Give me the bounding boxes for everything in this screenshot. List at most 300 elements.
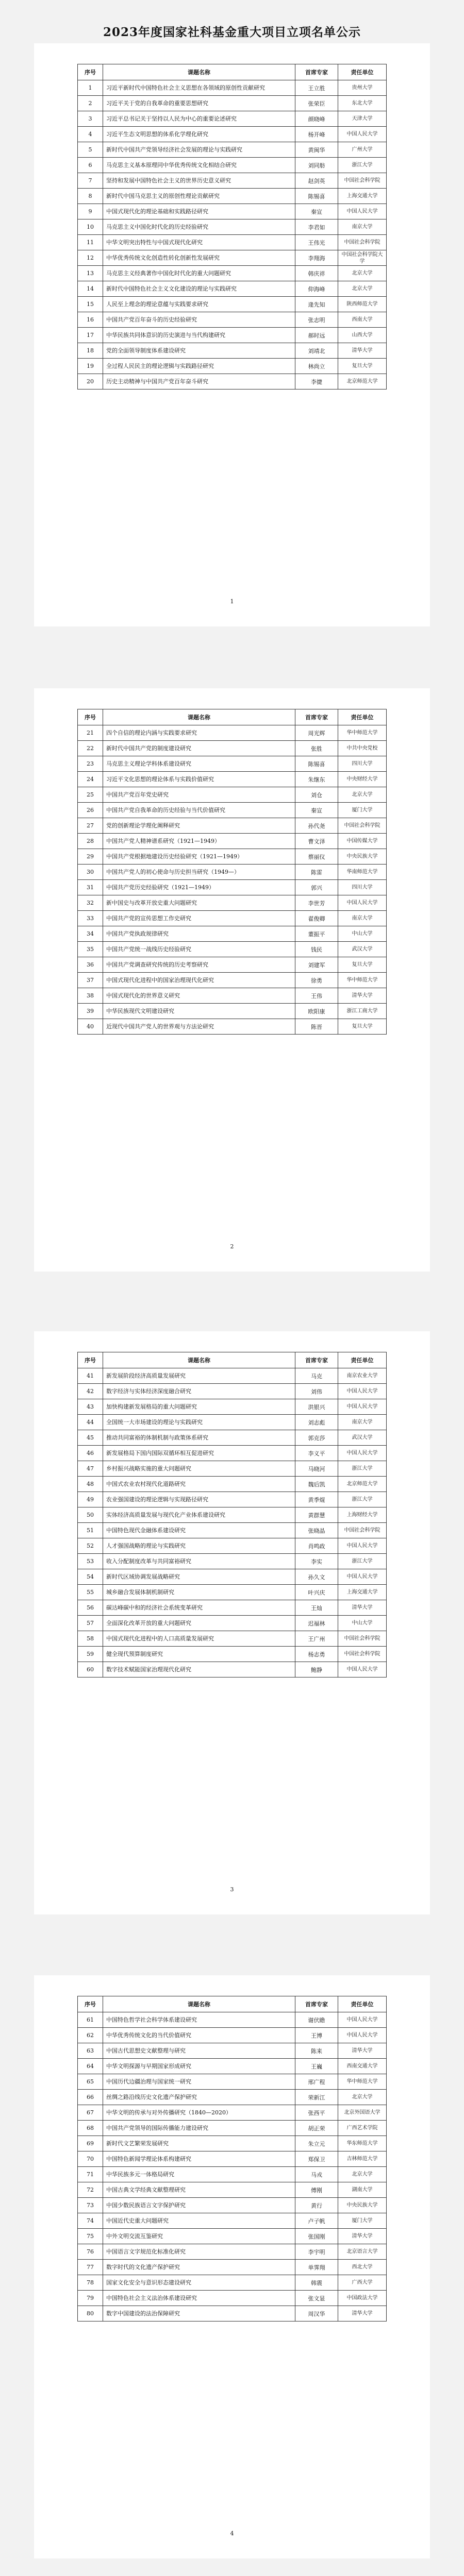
row-project-title: 中国共产党人精神谱系研究（1921—1949） bbox=[103, 834, 295, 849]
row-project-title: 新时代文艺繁荣发展研究 bbox=[103, 2136, 295, 2151]
table-row bbox=[78, 2059, 387, 2074]
row-number: 47 bbox=[78, 1461, 103, 1477]
table-row bbox=[78, 2121, 387, 2136]
row-number: 32 bbox=[78, 895, 103, 911]
row-number: 18 bbox=[78, 343, 103, 359]
table-row bbox=[78, 1554, 387, 1569]
row-chief-expert: 洪银兴 bbox=[295, 1399, 338, 1415]
row-project-title: 中华民族多元一体格局研究 bbox=[103, 2167, 295, 2182]
row-chief-expert: 迟福林 bbox=[295, 1616, 338, 1631]
row-chief-expert: 郑保卫 bbox=[295, 2151, 338, 2167]
row-chief-expert: 郭克莎 bbox=[295, 1430, 338, 1446]
row-number: 65 bbox=[78, 2074, 103, 2090]
row-institution: 广西艺术学院 bbox=[338, 2121, 387, 2136]
table-row bbox=[78, 2260, 387, 2275]
row-chief-expert: 李实 bbox=[295, 1554, 338, 1569]
row-chief-expert: 王伟 bbox=[295, 988, 338, 1004]
row-chief-expert: 张晓晶 bbox=[295, 1523, 338, 1538]
project-table bbox=[77, 1352, 387, 1677]
row-institution: 东北大学 bbox=[338, 96, 387, 111]
table-row bbox=[78, 1616, 387, 1631]
row-chief-expert: 秦宣 bbox=[295, 204, 338, 219]
row-project-title: 中华优秀传统文化的当代价值研究 bbox=[103, 2028, 295, 2043]
row-institution: 浙江大学 bbox=[338, 1554, 387, 1569]
table-row bbox=[78, 328, 387, 343]
row-institution: 华南师范大学 bbox=[338, 865, 387, 880]
row-institution: 中国人民大学 bbox=[338, 2028, 387, 2043]
table-row bbox=[78, 2136, 387, 2151]
row-institution: 华中师范大学 bbox=[338, 725, 387, 741]
row-institution: 山西大学 bbox=[338, 328, 387, 343]
table-row bbox=[78, 250, 387, 266]
row-institution: 中国社会科学院 bbox=[338, 1523, 387, 1538]
row-institution: 中央民族大学 bbox=[338, 2198, 387, 2213]
header-title: 课题名称 bbox=[103, 709, 295, 725]
row-institution: 中国人民大学 bbox=[338, 2012, 387, 2028]
row-institution: 上海交通大学 bbox=[338, 1585, 387, 1600]
row-institution: 中国人民大学 bbox=[338, 895, 387, 911]
row-chief-expert: 仰海峰 bbox=[295, 281, 338, 297]
row-institution: 清华大学 bbox=[338, 2306, 387, 2321]
row-project-title: 马克思主义理论学科体系建设研究 bbox=[103, 756, 295, 772]
row-institution: 南京大学 bbox=[338, 911, 387, 926]
row-number: 43 bbox=[78, 1399, 103, 1415]
row-project-title: 数字中国建设的法治保障研究 bbox=[103, 2306, 295, 2321]
row-institution: 北京语言大学 bbox=[338, 2244, 387, 2260]
row-project-title: 人才强国战略的理论与实践研究 bbox=[103, 1538, 295, 1554]
row-institution: 复旦大学 bbox=[338, 957, 387, 973]
row-project-title: 历史主动精神与中国共产党百年奋斗研究 bbox=[103, 374, 295, 389]
row-project-title: 全国统一大市场建设的理论与实践研究 bbox=[103, 1415, 295, 1430]
row-institution: 武汉大学 bbox=[338, 942, 387, 957]
row-chief-expert: 逄先知 bbox=[295, 297, 338, 312]
row-institution: 中国社会科学院 bbox=[338, 1647, 387, 1662]
page-number: 3 bbox=[230, 1886, 234, 1893]
row-number: 36 bbox=[78, 957, 103, 973]
row-institution: 清华大学 bbox=[338, 988, 387, 1004]
row-institution: 北京大学 bbox=[338, 266, 387, 281]
table-row bbox=[78, 2167, 387, 2182]
header-no: 序号 bbox=[78, 1996, 103, 2012]
row-institution: 广州大学 bbox=[338, 142, 387, 158]
row-institution: 西南大学 bbox=[338, 312, 387, 328]
table-row bbox=[78, 1662, 387, 1677]
table-row bbox=[78, 1477, 387, 1492]
row-chief-expert: 马戎 bbox=[295, 2167, 338, 2182]
row-chief-expert: 张国刚 bbox=[295, 2229, 338, 2244]
row-chief-expert: 赵剑英 bbox=[295, 173, 338, 189]
table-row bbox=[78, 1523, 387, 1538]
row-project-title: 中华文明探源与早期国家形成研究 bbox=[103, 2059, 295, 2074]
row-project-title: 中国语言文字规范化标准化研究 bbox=[103, 2244, 295, 2260]
row-institution: 北京大学 bbox=[338, 787, 387, 803]
table-row bbox=[78, 2244, 387, 2260]
row-project-title: 中国特色哲学社会科学体系建设研究 bbox=[103, 2012, 295, 2028]
table-row bbox=[78, 772, 387, 787]
table-row bbox=[78, 926, 387, 942]
row-number: 62 bbox=[78, 2028, 103, 2043]
row-institution: 复旦大学 bbox=[338, 359, 387, 374]
row-number: 70 bbox=[78, 2151, 103, 2167]
row-project-title: 中华文明的传承与对外传播研究（1840—2020） bbox=[103, 2105, 295, 2121]
row-number: 52 bbox=[78, 1538, 103, 1554]
row-project-title: 中国特色社会主义法治体系建设研究 bbox=[103, 2291, 295, 2306]
row-number: 3 bbox=[78, 111, 103, 127]
row-project-title: 中国少数民族语言文字保护研究 bbox=[103, 2198, 295, 2213]
row-chief-expert: 陈来 bbox=[295, 2043, 338, 2059]
row-chief-expert: 韩庆祥 bbox=[295, 266, 338, 281]
row-chief-expert: 欧阳康 bbox=[295, 1004, 338, 1019]
page-number: 1 bbox=[230, 598, 234, 605]
table-row bbox=[78, 2012, 387, 2028]
row-project-title: 中华民族共同体意识的历史演进与当代构建研究 bbox=[103, 328, 295, 343]
row-institution: 广西大学 bbox=[338, 2275, 387, 2291]
row-institution: 湖南大学 bbox=[338, 2182, 387, 2198]
row-institution: 中国传媒大学 bbox=[338, 834, 387, 849]
row-chief-expert: 钱民 bbox=[295, 942, 338, 957]
row-project-title: 中国式现代化进程中的人口高质量发展研究 bbox=[103, 1631, 295, 1647]
row-number: 4 bbox=[78, 127, 103, 142]
header-title: 课题名称 bbox=[103, 1996, 295, 2012]
table-row bbox=[78, 2182, 387, 2198]
row-number: 39 bbox=[78, 1004, 103, 1019]
table-header-row bbox=[78, 1996, 387, 2012]
row-chief-expert: 刘仓 bbox=[295, 787, 338, 803]
row-number: 5 bbox=[78, 142, 103, 158]
row-institution: 清华大学 bbox=[338, 1600, 387, 1616]
row-chief-expert: 陈锡喜 bbox=[295, 189, 338, 204]
row-chief-expert: 张胜 bbox=[295, 741, 338, 756]
row-chief-expert: 孙久文 bbox=[295, 1569, 338, 1585]
row-project-title: 坚持和发展中国特色社会主义的世界历史意义研究 bbox=[103, 173, 295, 189]
table-row bbox=[78, 803, 387, 818]
row-project-title: 新时代中国共产党领导经济社会发展的理论与实践研究 bbox=[103, 142, 295, 158]
row-number: 68 bbox=[78, 2121, 103, 2136]
table-row bbox=[78, 2105, 387, 2121]
row-number: 69 bbox=[78, 2136, 103, 2151]
row-number: 66 bbox=[78, 2090, 103, 2105]
row-institution: 华东师范大学 bbox=[338, 2136, 387, 2151]
row-project-title: 马克思主义经典著作中国化时代化的重大问题研究 bbox=[103, 266, 295, 281]
row-institution: 浙江大学 bbox=[338, 1461, 387, 1477]
row-project-title: 农业强国建设的理论逻辑与实现路径研究 bbox=[103, 1492, 295, 1507]
row-number: 78 bbox=[78, 2275, 103, 2291]
row-institution: 北京外国语大学 bbox=[338, 2105, 387, 2121]
table-row bbox=[78, 1647, 387, 1662]
table-row bbox=[78, 957, 387, 973]
row-institution: 中国社会科学院 bbox=[338, 173, 387, 189]
row-project-title: 中国近代史重大问题研究 bbox=[103, 2213, 295, 2229]
row-institution: 中国人民大学 bbox=[338, 127, 387, 142]
row-project-title: 中国历代边疆治理与国家统一研究 bbox=[103, 2074, 295, 2090]
table-header-row bbox=[78, 709, 387, 725]
row-chief-expert: 董振平 bbox=[295, 926, 338, 942]
table-row bbox=[78, 80, 387, 96]
row-institution: 中山大学 bbox=[338, 1616, 387, 1631]
row-number: 56 bbox=[78, 1600, 103, 1616]
row-chief-expert: 张荣臣 bbox=[295, 96, 338, 111]
table-row bbox=[78, 96, 387, 111]
row-project-title: 中国式农业农村现代化道路研究 bbox=[103, 1477, 295, 1492]
table-row bbox=[78, 2275, 387, 2291]
row-project-title: 中外文明交流互鉴研究 bbox=[103, 2229, 295, 2244]
row-chief-expert: 王灿 bbox=[295, 1600, 338, 1616]
table-row bbox=[78, 911, 387, 926]
row-number: 20 bbox=[78, 374, 103, 389]
row-number: 19 bbox=[78, 359, 103, 374]
row-chief-expert: 黄行 bbox=[295, 2198, 338, 2213]
table-row bbox=[78, 266, 387, 281]
row-number: 27 bbox=[78, 818, 103, 834]
row-chief-expert: 肖鸣政 bbox=[295, 1538, 338, 1554]
table-row bbox=[78, 1492, 387, 1507]
row-number: 48 bbox=[78, 1477, 103, 1492]
row-chief-expert: 黄闽华 bbox=[295, 142, 338, 158]
row-chief-expert: 邢广程 bbox=[295, 2074, 338, 2090]
row-institution: 中共中央党校 bbox=[338, 741, 387, 756]
row-institution: 中国人民大学 bbox=[338, 204, 387, 219]
table-row bbox=[78, 1600, 387, 1616]
row-chief-expert: 杨志勇 bbox=[295, 1647, 338, 1662]
document-page bbox=[34, 1331, 430, 1914]
row-project-title: 健全现代预算制度研究 bbox=[103, 1647, 295, 1662]
row-chief-expert: 魏后凯 bbox=[295, 1477, 338, 1492]
row-institution: 四川大学 bbox=[338, 880, 387, 895]
row-project-title: 新时代中国特色社会主义文化建设的理论与实践研究 bbox=[103, 281, 295, 297]
row-project-title: 数字技术赋能国家治理现代化研究 bbox=[103, 1662, 295, 1677]
row-number: 28 bbox=[78, 834, 103, 849]
row-number: 10 bbox=[78, 219, 103, 235]
row-institution: 上海财经大学 bbox=[338, 1507, 387, 1523]
row-institution: 中国社会科学院 bbox=[338, 235, 387, 250]
row-chief-expert: 刘伟 bbox=[295, 1384, 338, 1399]
row-number: 76 bbox=[78, 2244, 103, 2260]
table-row bbox=[78, 2213, 387, 2229]
table-row bbox=[78, 1585, 387, 1600]
row-chief-expert: 陈雷 bbox=[295, 865, 338, 880]
row-project-title: 中国共产党百年党史研究 bbox=[103, 787, 295, 803]
row-institution: 中山大学 bbox=[338, 926, 387, 942]
row-institution: 四川大学 bbox=[338, 756, 387, 772]
row-chief-expert: 颜晓峰 bbox=[295, 111, 338, 127]
table-row bbox=[78, 895, 387, 911]
row-project-title: 中国共产党百年奋斗的历史经验研究 bbox=[103, 312, 295, 328]
table-row bbox=[78, 235, 387, 250]
row-project-title: 中国共产党历史经验研究（1921—1949） bbox=[103, 880, 295, 895]
row-project-title: 中国共产党统一战线历史经验研究 bbox=[103, 942, 295, 957]
row-chief-expert: 周光辉 bbox=[295, 725, 338, 741]
row-project-title: 全面深化改革开放的重大问题研究 bbox=[103, 1616, 295, 1631]
row-chief-expert: 李翔海 bbox=[295, 250, 338, 266]
row-project-title: 城乡融合发展体制机制研究 bbox=[103, 1585, 295, 1600]
row-project-title: 中国共产党调查研究传统的历史考察研究 bbox=[103, 957, 295, 973]
table-row bbox=[78, 111, 387, 127]
row-chief-expert: 王巍 bbox=[295, 2059, 338, 2074]
table-row bbox=[78, 741, 387, 756]
row-number: 1 bbox=[78, 80, 103, 96]
table-row bbox=[78, 880, 387, 895]
row-number: 64 bbox=[78, 2059, 103, 2074]
row-institution: 武汉大学 bbox=[338, 1430, 387, 1446]
row-chief-expert: 韩震 bbox=[295, 2275, 338, 2291]
row-number: 50 bbox=[78, 1507, 103, 1523]
row-number: 77 bbox=[78, 2260, 103, 2275]
table-row bbox=[78, 2229, 387, 2244]
row-chief-expert: 朱立元 bbox=[295, 2136, 338, 2151]
row-project-title: 党的创新理论学理化阐释研究 bbox=[103, 818, 295, 834]
row-institution: 浙江大学 bbox=[338, 158, 387, 173]
row-chief-expert: 王立胜 bbox=[295, 80, 338, 96]
row-number: 40 bbox=[78, 1019, 103, 1035]
row-project-title: 中国古典文学经典文献整理研究 bbox=[103, 2182, 295, 2198]
row-project-title: 中国共产党领导的国际传播能力建设研究 bbox=[103, 2121, 295, 2136]
row-institution: 北京大学 bbox=[338, 281, 387, 297]
row-project-title: 中国共产党自我革命的历史经验与当代价值研究 bbox=[103, 803, 295, 818]
table-row bbox=[78, 1507, 387, 1523]
row-project-title: 中国式现代化进程中的国家治理现代化研究 bbox=[103, 973, 295, 988]
row-number: 44 bbox=[78, 1415, 103, 1430]
row-number: 7 bbox=[78, 173, 103, 189]
row-institution: 中国人民大学 bbox=[338, 1662, 387, 1677]
row-project-title: 近现代中国共产党人的世界观与方法论研究 bbox=[103, 1019, 295, 1035]
row-project-title: 新发展阶段经济高质量发展研究 bbox=[103, 1368, 295, 1384]
row-chief-expert: 曹文泽 bbox=[295, 834, 338, 849]
row-chief-expert: 黄季焜 bbox=[295, 1492, 338, 1507]
table-row bbox=[78, 2043, 387, 2059]
table-row bbox=[78, 865, 387, 880]
table-row bbox=[78, 158, 387, 173]
row-institution: 南京农业大学 bbox=[338, 1368, 387, 1384]
row-institution: 厦门大学 bbox=[338, 803, 387, 818]
row-number: 71 bbox=[78, 2167, 103, 2182]
document-title: 2023年度国家社科基金重大项目立项名单公示 bbox=[103, 25, 361, 39]
header-lead: 首席专家 bbox=[295, 64, 338, 80]
row-institution: 中国社会科学院 bbox=[338, 818, 387, 834]
row-number: 38 bbox=[78, 988, 103, 1004]
row-number: 34 bbox=[78, 926, 103, 942]
row-chief-expert: 卢子帆 bbox=[295, 2213, 338, 2229]
table-row bbox=[78, 2028, 387, 2043]
project-table bbox=[77, 709, 387, 1035]
row-institution: 中国人民大学 bbox=[338, 1399, 387, 1415]
row-project-title: 新中国史与改革开放史重大问题研究 bbox=[103, 895, 295, 911]
row-institution: 贵州大学 bbox=[338, 80, 387, 96]
row-chief-expert: 谢伏瞻 bbox=[295, 2012, 338, 2028]
row-project-title: 收入分配制度改革与共同富裕研究 bbox=[103, 1554, 295, 1569]
row-institution: 北京大学 bbox=[338, 2167, 387, 2182]
row-project-title: 四个自信的理论内涵与实践要求研究 bbox=[103, 725, 295, 741]
row-institution: 清华大学 bbox=[338, 343, 387, 359]
row-number: 61 bbox=[78, 2012, 103, 2028]
row-project-title: 中华民族现代文明建设研究 bbox=[103, 1004, 295, 1019]
row-number: 9 bbox=[78, 204, 103, 219]
row-institution: 中国人民大学 bbox=[338, 1384, 387, 1399]
row-project-title: 党的全面领导制度体系建设研究 bbox=[103, 343, 295, 359]
row-institution: 中国人民大学 bbox=[338, 1446, 387, 1461]
header-title: 课题名称 bbox=[103, 1352, 295, 1368]
table-row bbox=[78, 1461, 387, 1477]
row-number: 74 bbox=[78, 2213, 103, 2229]
row-number: 46 bbox=[78, 1446, 103, 1461]
row-chief-expert: 傅刚 bbox=[295, 2182, 338, 2198]
row-chief-expert: 张文显 bbox=[295, 2291, 338, 2306]
header-no: 序号 bbox=[78, 709, 103, 725]
table-row bbox=[78, 2306, 387, 2321]
row-number: 63 bbox=[78, 2043, 103, 2059]
table-row bbox=[78, 173, 387, 189]
header-no: 序号 bbox=[78, 64, 103, 80]
row-number: 21 bbox=[78, 725, 103, 741]
row-institution: 中国社会科学院 bbox=[338, 1631, 387, 1647]
row-chief-expert: 李义平 bbox=[295, 1446, 338, 1461]
table-row bbox=[78, 281, 387, 297]
row-project-title: 马克思主义基本原理同中华优秀传统文化相结合研究 bbox=[103, 158, 295, 173]
row-number: 2 bbox=[78, 96, 103, 111]
row-number: 55 bbox=[78, 1585, 103, 1600]
row-institution: 浙江工商大学 bbox=[338, 1004, 387, 1019]
row-chief-expert: 李宇明 bbox=[295, 2244, 338, 2260]
row-project-title: 中国古代思想史文献整理与研究 bbox=[103, 2043, 295, 2059]
row-number: 79 bbox=[78, 2291, 103, 2306]
row-chief-expert: 翟俊卿 bbox=[295, 911, 338, 926]
row-project-title: 中华文明突出特性与中国式现代化研究 bbox=[103, 235, 295, 250]
row-project-title: 中国式现代化的世界意义研究 bbox=[103, 988, 295, 1004]
row-institution: 清华大学 bbox=[338, 2043, 387, 2059]
table-row bbox=[78, 2198, 387, 2213]
row-number: 59 bbox=[78, 1647, 103, 1662]
table-row bbox=[78, 343, 387, 359]
row-chief-expert: 郝时远 bbox=[295, 328, 338, 343]
table-row bbox=[78, 756, 387, 772]
row-project-title: 习近平关于党的自我革命的重要思想研究 bbox=[103, 96, 295, 111]
row-number: 58 bbox=[78, 1631, 103, 1647]
row-chief-expert: 单霁翔 bbox=[295, 2260, 338, 2275]
row-number: 22 bbox=[78, 741, 103, 756]
table-row bbox=[78, 973, 387, 988]
row-chief-expert: 刘同舫 bbox=[295, 158, 338, 173]
header-lead: 首席专家 bbox=[295, 1352, 338, 1368]
row-project-title: 马克思主义中国化时代化的历史经验研究 bbox=[103, 219, 295, 235]
table-row bbox=[78, 1004, 387, 1019]
table-row bbox=[78, 1538, 387, 1554]
document-page bbox=[34, 43, 430, 626]
page-number: 2 bbox=[230, 1243, 234, 1250]
row-institution: 中国社会科学院大学 bbox=[338, 250, 387, 266]
row-number: 15 bbox=[78, 297, 103, 312]
row-institution: 中国政法大学 bbox=[338, 2291, 387, 2306]
row-project-title: 中国共产党根据地建设历史经验研究（1921—1949） bbox=[103, 849, 295, 865]
row-number: 23 bbox=[78, 756, 103, 772]
row-number: 16 bbox=[78, 312, 103, 328]
row-chief-expert: 李世芳 bbox=[295, 895, 338, 911]
row-project-title: 碳达峰碳中和的经济社会系统变革研究 bbox=[103, 1600, 295, 1616]
row-chief-expert: 蔡丽仪 bbox=[295, 849, 338, 865]
header-org: 责任单位 bbox=[338, 64, 387, 80]
header-no: 序号 bbox=[78, 1352, 103, 1368]
row-project-title: 中国共产党的宣传思想工作史研究 bbox=[103, 911, 295, 926]
table-row bbox=[78, 374, 387, 389]
row-project-title: 丝绸之路沿线历史文化遗产保护研究 bbox=[103, 2090, 295, 2105]
row-number: 54 bbox=[78, 1569, 103, 1585]
row-number: 73 bbox=[78, 2198, 103, 2213]
table-row bbox=[78, 127, 387, 142]
row-chief-expert: 刘建军 bbox=[295, 957, 338, 973]
row-institution: 中国人民大学 bbox=[338, 1569, 387, 1585]
row-number: 8 bbox=[78, 189, 103, 204]
row-number: 11 bbox=[78, 235, 103, 250]
row-number: 49 bbox=[78, 1492, 103, 1507]
row-chief-expert: 刘志彪 bbox=[295, 1415, 338, 1430]
